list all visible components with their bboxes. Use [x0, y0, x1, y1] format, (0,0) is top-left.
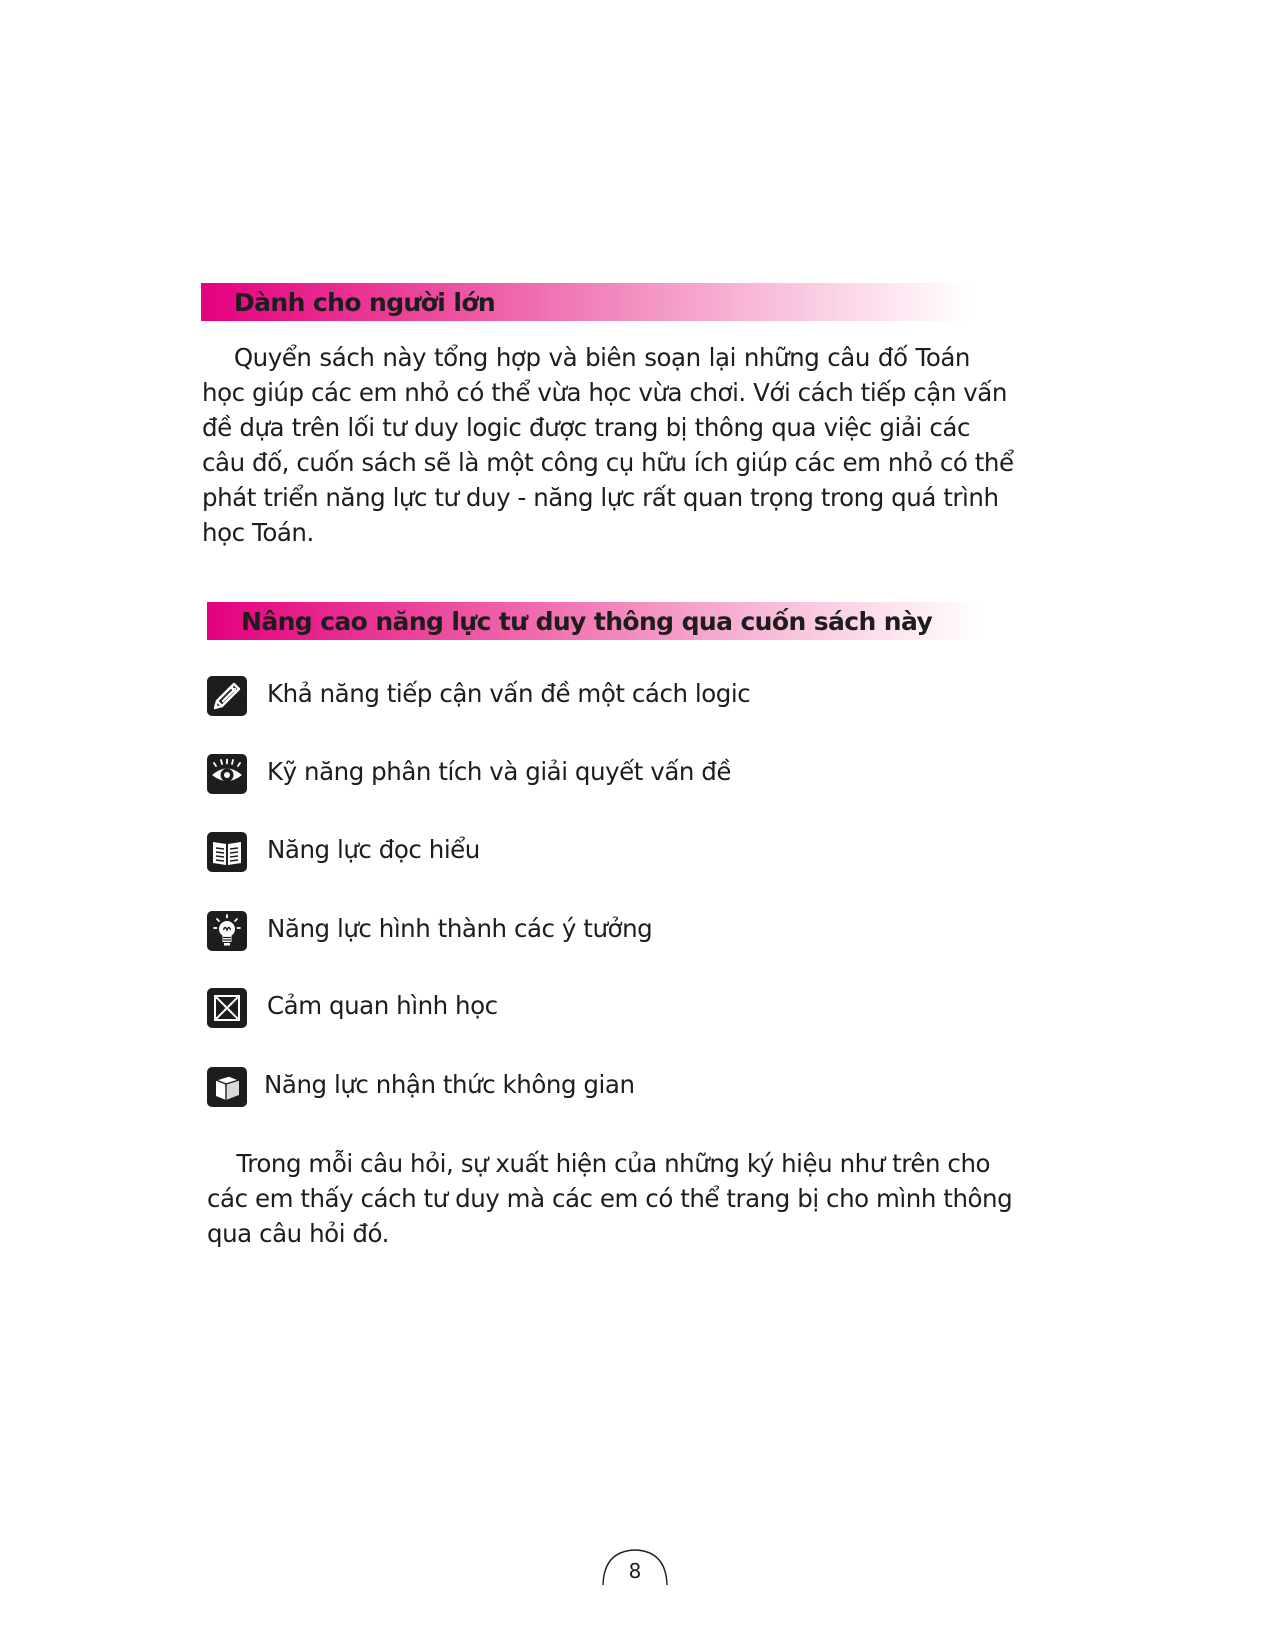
book-icon: [207, 832, 247, 872]
skill-label: Năng lực đọc hiểu: [267, 835, 480, 864]
intro-line: Quyển sách này tổng hợp và biên soạn lại những câu đố Toán: [202, 343, 970, 372]
section-title-adults: Dành cho người lớn: [234, 288, 496, 317]
section-header-skills: [207, 602, 979, 640]
skill-label: Khả năng tiếp cận vấn đề một cách logic: [267, 679, 751, 708]
skill-item-analysis: [207, 754, 907, 798]
eye-icon: [207, 754, 247, 794]
section-header-adults: [201, 283, 971, 321]
section-title-skills: Nâng cao năng lực tư duy thông qua cuốn sách này: [241, 607, 933, 636]
intro-line: câu đố, cuốn sách sẽ là một công cụ hữu ích giúp các em nhỏ có thể: [202, 448, 1014, 477]
skill-item-ideas: [207, 911, 907, 955]
pencil-icon: [207, 676, 247, 716]
closing-line: qua câu hỏi đó.: [207, 1219, 389, 1248]
closing-line: Trong mỗi câu hỏi, sự xuất hiện của những ký hiệu như trên cho: [207, 1149, 991, 1178]
page-number: 8: [628, 1559, 642, 1583]
closing-paragraph: [207, 1146, 1013, 1251]
page-number-badge: [600, 1547, 670, 1587]
intro-line: học giúp các em nhỏ có thể vừa học vừa chơi. Với cách tiếp cận vấn: [202, 378, 1007, 407]
skill-label: Kỹ năng phân tích và giải quyết vấn đề: [267, 757, 732, 786]
intro-line: phát triển năng lực tư duy - năng lực rất quan trọng trong quá trình: [202, 483, 999, 512]
skill-item-spatial: [207, 1067, 907, 1111]
skill-label: Năng lực hình thành các ý tưởng: [267, 914, 653, 943]
cube-icon: [207, 1067, 247, 1107]
intro-line: đề dựa trên lối tư duy logic được trang bị thông qua việc giải các: [202, 413, 970, 442]
square-cross-icon: [207, 988, 247, 1028]
skill-item-reading: [207, 832, 907, 876]
skill-item-logic: [207, 676, 907, 720]
lightbulb-icon: [207, 911, 247, 951]
closing-line: các em thấy cách tư duy mà các em có thể trang bị cho mình thông: [207, 1184, 1013, 1213]
skill-label: Năng lực nhận thức không gian: [264, 1070, 635, 1099]
skill-item-geometry: [207, 988, 907, 1032]
intro-paragraph: [202, 340, 1014, 550]
intro-line: học Toán.: [202, 518, 314, 547]
skill-label: Cảm quan hình học: [267, 991, 498, 1020]
